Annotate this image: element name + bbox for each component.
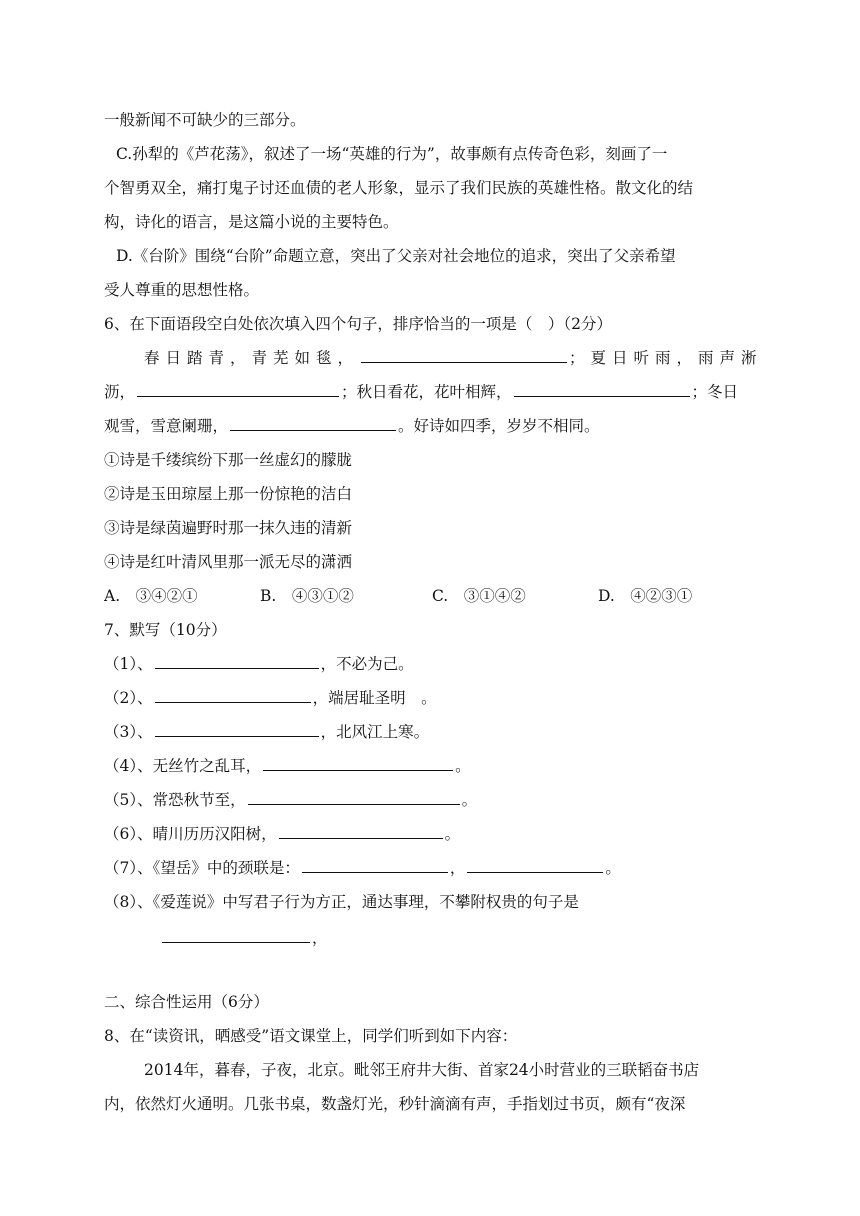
passage-text: 春日踏青，青芜如毯， xyxy=(144,349,360,367)
sentence-option-3: ③诗是绿茵遍野时那一抹久违的清新 xyxy=(104,519,353,537)
dictation-text: （7）、《望岳》中的颈联是： xyxy=(104,859,300,877)
dictation-text: ， xyxy=(449,859,466,877)
dictation-7 xyxy=(104,852,764,884)
dictation-text: ，不必为己。 xyxy=(320,655,414,673)
fill-blank-2[interactable] xyxy=(137,376,339,397)
passage-line-1 xyxy=(144,342,764,374)
passage-text: ；夏日听雨，雨声淅 xyxy=(569,349,763,367)
passage-line-2 xyxy=(104,376,764,408)
option-c-line-3: 构，诗化的语言，是这篇小说的主要特色。 xyxy=(104,213,399,231)
dictation-4 xyxy=(104,750,764,782)
dictation-blank-2[interactable] xyxy=(155,682,311,703)
fill-blank-1[interactable] xyxy=(361,342,567,363)
option-c-line-1: C.孙犁的《芦花荡》，叙述了一场“英雄的行为”，故事颇有点传奇色彩，刻画了一 xyxy=(116,145,668,163)
dictation-text: 。 xyxy=(605,859,621,877)
sentence-option-2: ②诗是玉田琼屋上那一份惊艳的洁白 xyxy=(104,485,353,503)
option-d-line-2: 受人尊重的思想性格。 xyxy=(104,281,260,299)
dictation-blank-4[interactable] xyxy=(263,750,453,771)
answer-option-b[interactable]: B. ④③①② xyxy=(260,587,354,605)
reading-line-1: 2014年，暮春，子夜，北京。毗邻王府井大街、首家24小时营业的三联韬奋书店 xyxy=(144,1061,700,1079)
dictation-6 xyxy=(104,818,764,850)
question-7-title: 7、默写（10分） xyxy=(104,621,227,639)
fill-blank-4[interactable] xyxy=(230,410,396,431)
dictation-text: （5）、常恐秋节至， xyxy=(104,791,246,809)
answer-option-a[interactable]: A. ③④②① xyxy=(104,587,198,605)
dictation-label: （2）、 xyxy=(104,689,153,707)
dictation-blank-7b[interactable] xyxy=(467,852,603,873)
dictation-text: ，端居耻圣明 。 xyxy=(312,689,437,707)
dictation-1 xyxy=(104,648,764,680)
dictation-text: ，北风江上寒。 xyxy=(320,723,430,741)
dictation-5 xyxy=(104,784,764,816)
dictation-2 xyxy=(104,682,764,714)
dictation-label: （1）、 xyxy=(104,655,153,673)
passage-text: ；秋日看花，花叶相辉， xyxy=(341,383,512,401)
dictation-8-answer xyxy=(160,922,764,954)
option-c-line-2: 个智勇双全，痛打鬼子讨还血债的老人形象，显示了我们民族的英雄性格。散文化的结 xyxy=(104,179,694,197)
dictation-blank-3[interactable] xyxy=(155,716,319,737)
answer-options xyxy=(104,580,764,612)
option-d-line-1: D.《台阶》围绕“台阶”命题立意，突出了父亲对社会地位的追求，突出了父亲希望 xyxy=(116,247,676,265)
dictation-text: ， xyxy=(312,929,328,947)
dictation-text: 。 xyxy=(444,825,461,843)
dictation-text: 。 xyxy=(455,757,471,775)
reading-line-2: 内，依然灯火通明。几张书桌，数盏灯光，秒针滴滴有声，手指划过书页，颇有“夜深 xyxy=(104,1095,686,1113)
passage-text: 沥， xyxy=(104,383,136,401)
dictation-blank-6[interactable] xyxy=(279,818,443,839)
passage-text: 观雪，雪意阑珊， xyxy=(104,417,229,435)
dictation-8: （8）、《爱莲说》中写君子行为方正，通达事理，不攀附权贵的句子是 xyxy=(104,893,579,911)
fill-blank-3[interactable] xyxy=(514,376,690,397)
question-6-title: 6、在下面语段空白处依次填入四个句子，排序恰当的一项是（ ）（2分） xyxy=(104,315,612,333)
question-8-title: 8、在“读资讯，晒感受”语文课堂上，同学们听到如下内容： xyxy=(104,1027,518,1045)
passage-text: ；冬日 xyxy=(691,383,739,401)
news-sentence-end: 一般新闻不可缺少的三部分。 xyxy=(104,111,306,129)
answer-option-c[interactable]: C. ③①④② xyxy=(432,587,526,605)
passage-line-3 xyxy=(104,410,764,442)
dictation-3 xyxy=(104,716,764,748)
dictation-text: （4）、无丝竹之乱耳， xyxy=(104,757,262,775)
dictation-blank-1[interactable] xyxy=(155,648,319,669)
section-2-title: 二、综合性运用（6分） xyxy=(104,993,269,1011)
answer-option-d[interactable]: D. ④②③① xyxy=(598,587,693,605)
dictation-blank-5[interactable] xyxy=(248,784,460,805)
dictation-text: 。 xyxy=(461,791,478,809)
dictation-text: （6）、晴川历历汉阳树， xyxy=(104,825,277,843)
dictation-blank-8[interactable] xyxy=(162,922,310,943)
dictation-label: （3）、 xyxy=(104,723,153,741)
passage-text: 。好诗如四季，岁岁不相同。 xyxy=(398,417,600,435)
dictation-blank-7a[interactable] xyxy=(302,852,448,873)
sentence-option-4: ④诗是红叶清风里那一派无尽的潇洒 xyxy=(104,553,353,571)
sentence-option-1: ①诗是千缕缤纷下那一丝虚幻的朦胧 xyxy=(104,451,353,469)
